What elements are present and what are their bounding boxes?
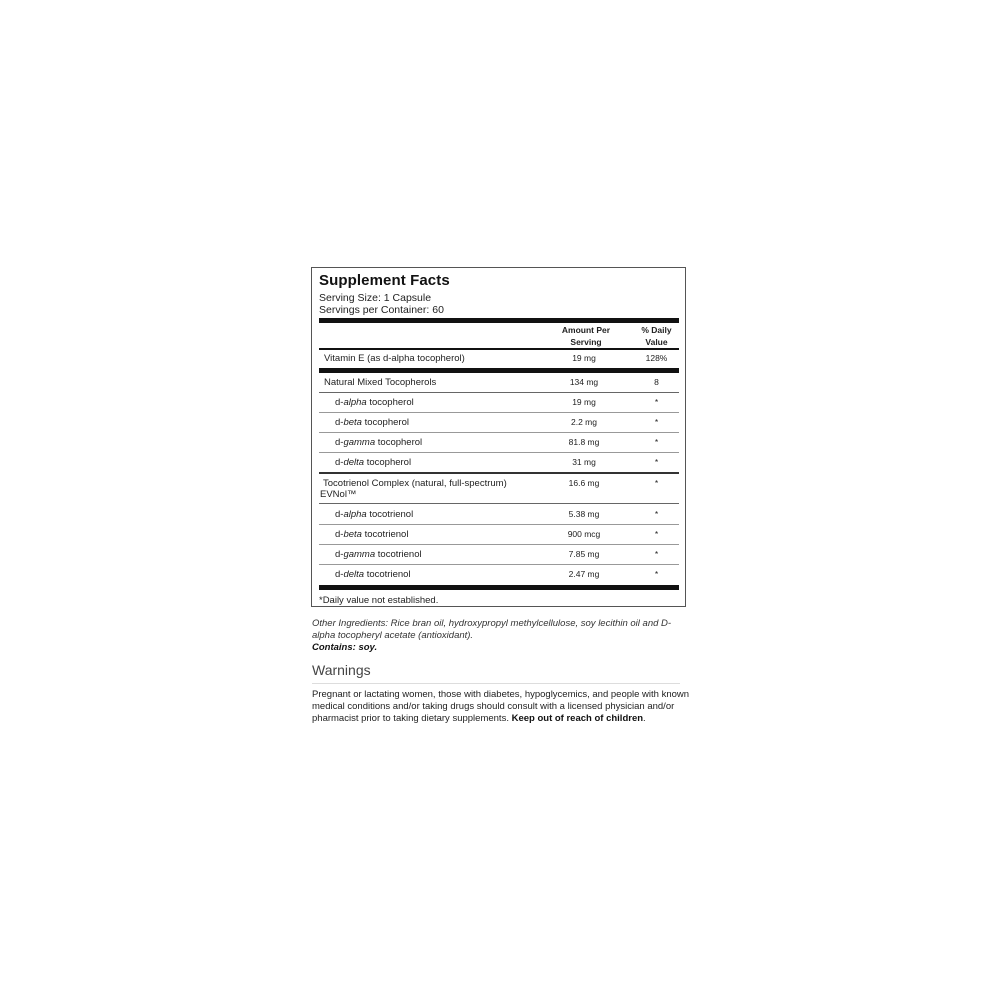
divider-row [319, 452, 679, 453]
divider-thick [319, 368, 679, 373]
divider-section [319, 472, 679, 474]
divider-row [319, 392, 679, 393]
divider-row [319, 544, 679, 545]
allergen-statement: Contains: soy. [312, 642, 378, 653]
divider-row [319, 503, 679, 504]
divider-thick [319, 585, 679, 590]
supplement-facts-panel: Supplement Facts Serving Size: 1 Capsule Servings per Container: 60 Amount Per Serving % Daily Value Vitamin E (as d-alpha tocopherol) 19 mg 128% Natural Mixed Tocopherols 134 mg 8 d-alpha tocopherol 19 mg * d-beta tocopherol 2.2 mg * d-gamma tocopherol 81.8 mg * d-delta tocopherol 31 mg * Tocotrienol Complex (natural, full-spectrum) EVNol™ 16.6 mg * d-alpha tocotrienol 5.38 mg * d-beta tocotrienol 900 mcg * d-gamma tocotrienol 7.85 mg * d-delta tocotrienol 2.47 mg * *Daily value not established. [311, 267, 686, 607]
divider-row [319, 524, 679, 525]
column-header-amount: Amount Per Serving [561, 325, 611, 347]
other-ingredients: Other Ingredients: Rice bran oil, hydroxypropyl methylcellulose, soy lecithin oil and D-alpha tocopheryl acetate (antioxidant). [312, 618, 672, 641]
servings-per-container: Servings per Container: 60 [319, 304, 444, 316]
divider-row [319, 564, 679, 565]
warnings-heading: Warnings [312, 662, 371, 678]
serving-size: Serving Size: 1 Capsule [319, 292, 432, 304]
footnote: *Daily value not established. [319, 595, 439, 606]
divider-thin [319, 348, 679, 350]
divider-row [319, 412, 679, 413]
warnings-text: Pregnant or lactating women, those with diabetes, hypoglycemics, and people with known medical conditions and/or taking drugs should consult with a licensed physician and/or pharmacist prior to taking dietary supplements. Keep out of reach of children. [312, 689, 690, 724]
warnings-divider [312, 683, 680, 684]
column-header-daily-value: % Daily Value [641, 325, 672, 347]
divider-row [319, 432, 679, 433]
facts-title: Supplement Facts [319, 272, 450, 289]
divider-thick [319, 318, 679, 323]
